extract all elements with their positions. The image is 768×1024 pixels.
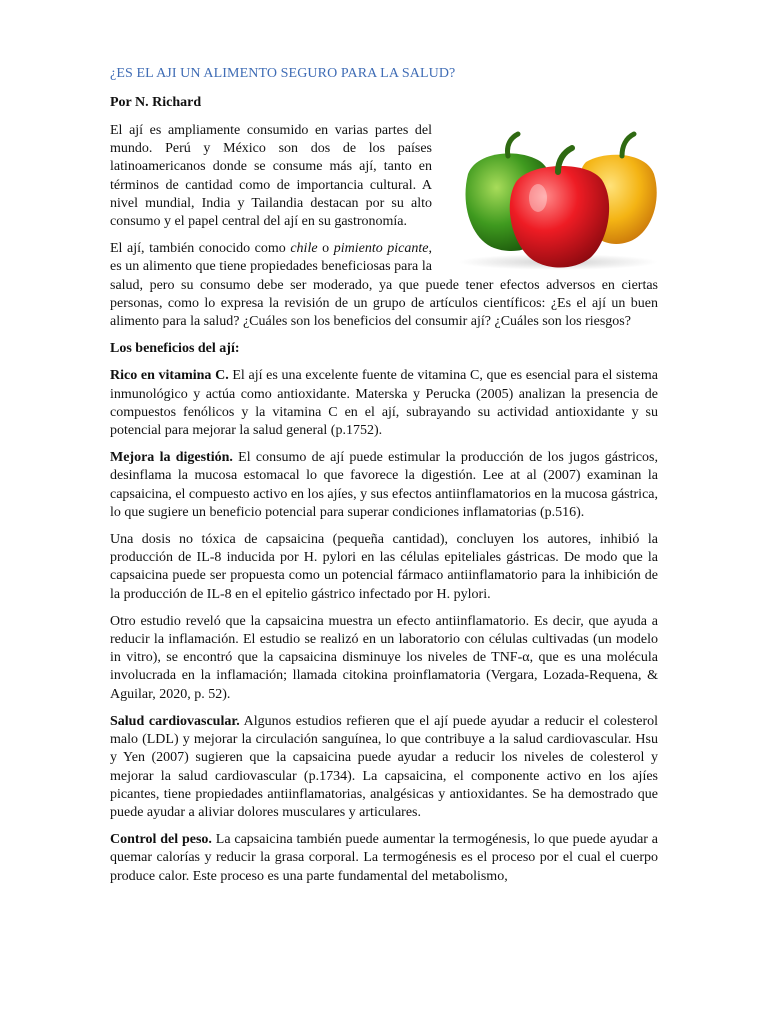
digestion-paragraph: Mejora la digestión. El consumo de ají puede estimular la producción de los jugos gástricos, desinflama la mucosa estomacal lo que favorece la digestión. Lee at al (2007) examinan la capsaicina, el compuesto activo en los ajíes, y sus efectos antiinflamatorios en la mucosa gástrica, lo que sugiere un beneficio potencial para superar condiciones inflamatorias (p.516).	[110, 450, 659, 520]
weight-control-heading: Control del peso.	[110, 832, 212, 848]
term-pimiento-picante: pimiento picante	[333, 241, 429, 257]
cardiovascular-paragraph: Salud cardiovascular. Algunos estudios refieren que el ají puede ayudar a reducir el colesterol malo (LDL) y mejorar la circulación sanguínea, lo que contribuye a la salud cardiovascular. Hsu y Yen (2007) sugieren que la capsaicina puede ayudar a reducir los niveles de colesterol y mejorar la salud cardiovascular (p.1734). La capsaicina, el componente activo en los ajíes picantes, tiene propiedades antiinflamatorias, analgésicas y antioxidantes. Se ha demostrado que puede ayudar a aliviar dolores musculares y articulares.	[110, 713, 658, 820]
vitamin-c-heading: Rico en vitamina C.	[110, 368, 229, 384]
term-chile: chile	[290, 241, 318, 257]
intro-paragraph-1: El ají es ampliamente consumido en varias partes del mundo. Perú y México son dos de los países latinoamericanos donde se consume más ají, tanto en términos de cantidad como de importancia cultural. A nivel mundial, India y Tailandia destacan por su alto consumo y el papel central del ají en su gastronomía.	[110, 123, 432, 230]
capsaicin-paragraph: Una dosis no tóxica de capsaicina (pequeña cantidad), concluyen los autores, inhibió la producción de IL-8 inducida por H. pylori en las células epiteliales gástricas. De modo que la capsaicina puede ser propuesta como un potencial fármaco antiinflamatorio para la inhibición de la producción de IL-8 en el epitelio gástrico infectado por H. pylori.	[110, 532, 658, 602]
article-author: Por N. Richard	[110, 95, 202, 110]
benefits-heading: Los beneficios del ají:	[110, 341, 240, 357]
intro-paragraph-2: El ají, también conocido como chile o pimiento picante, es un alimento que tiene propiedades beneficiosas para la salud, pero su consumo debe ser moderado, ya que puede tener efectos adversos en ciertas personas, como lo expresa la revisión de un grupo de artículos científicos: ¿Es el ají un buen alimento para la salud? ¿Cuáles son los beneficios del consumir ají? ¿Cuáles son los riesgos?	[110, 241, 658, 330]
weight-control-paragraph: Control del peso. La capsaicina también puede aumentar la termogénesis, lo que puede ayudar a quemar calorías y reducir la grasa corporal. La termogénesis es el proceso por el cual el cuerpo produce calor. Este proceso es una parte fundamental del metabolismo,	[110, 832, 658, 884]
bell-peppers-image	[446, 122, 670, 270]
digestion-heading: Mejora la digestión.	[110, 450, 233, 466]
cardiovascular-heading: Salud cardiovascular.	[110, 713, 240, 729]
study-paragraph: Otro estudio reveló que la capsaicina muestra un efecto antiinflamatorio. Es decir, que ayuda a reducir la inflamación. El estudio se realizó en un laboratorio con células cultivadas (un modelo in vitro), se encontró que la capsaicina disminuye los niveles de TNF-α, que es una molécula involucrada en la inflamación; llamada citokina proinflamatoria (Vergara, Lozada-Requena, & Aguilar, 2020, p. 52).	[110, 613, 658, 702]
article-title: ¿ES EL AJI UN ALIMENTO SEGURO PARA LA SALUD?	[110, 66, 456, 81]
vitamin-c-paragraph: Rico en vitamina C. El ají es una excelente fuente de vitamina C, que es esencial para el sistema inmunológico y actúa como antioxidante. Materska y Perucka (2005) analizan la presencia de compuestos fenólicos y la vitamina C en el ají, subrayando su actividad antioxidante y su potencial para mejorar la salud general (p.1752).	[110, 368, 659, 439]
